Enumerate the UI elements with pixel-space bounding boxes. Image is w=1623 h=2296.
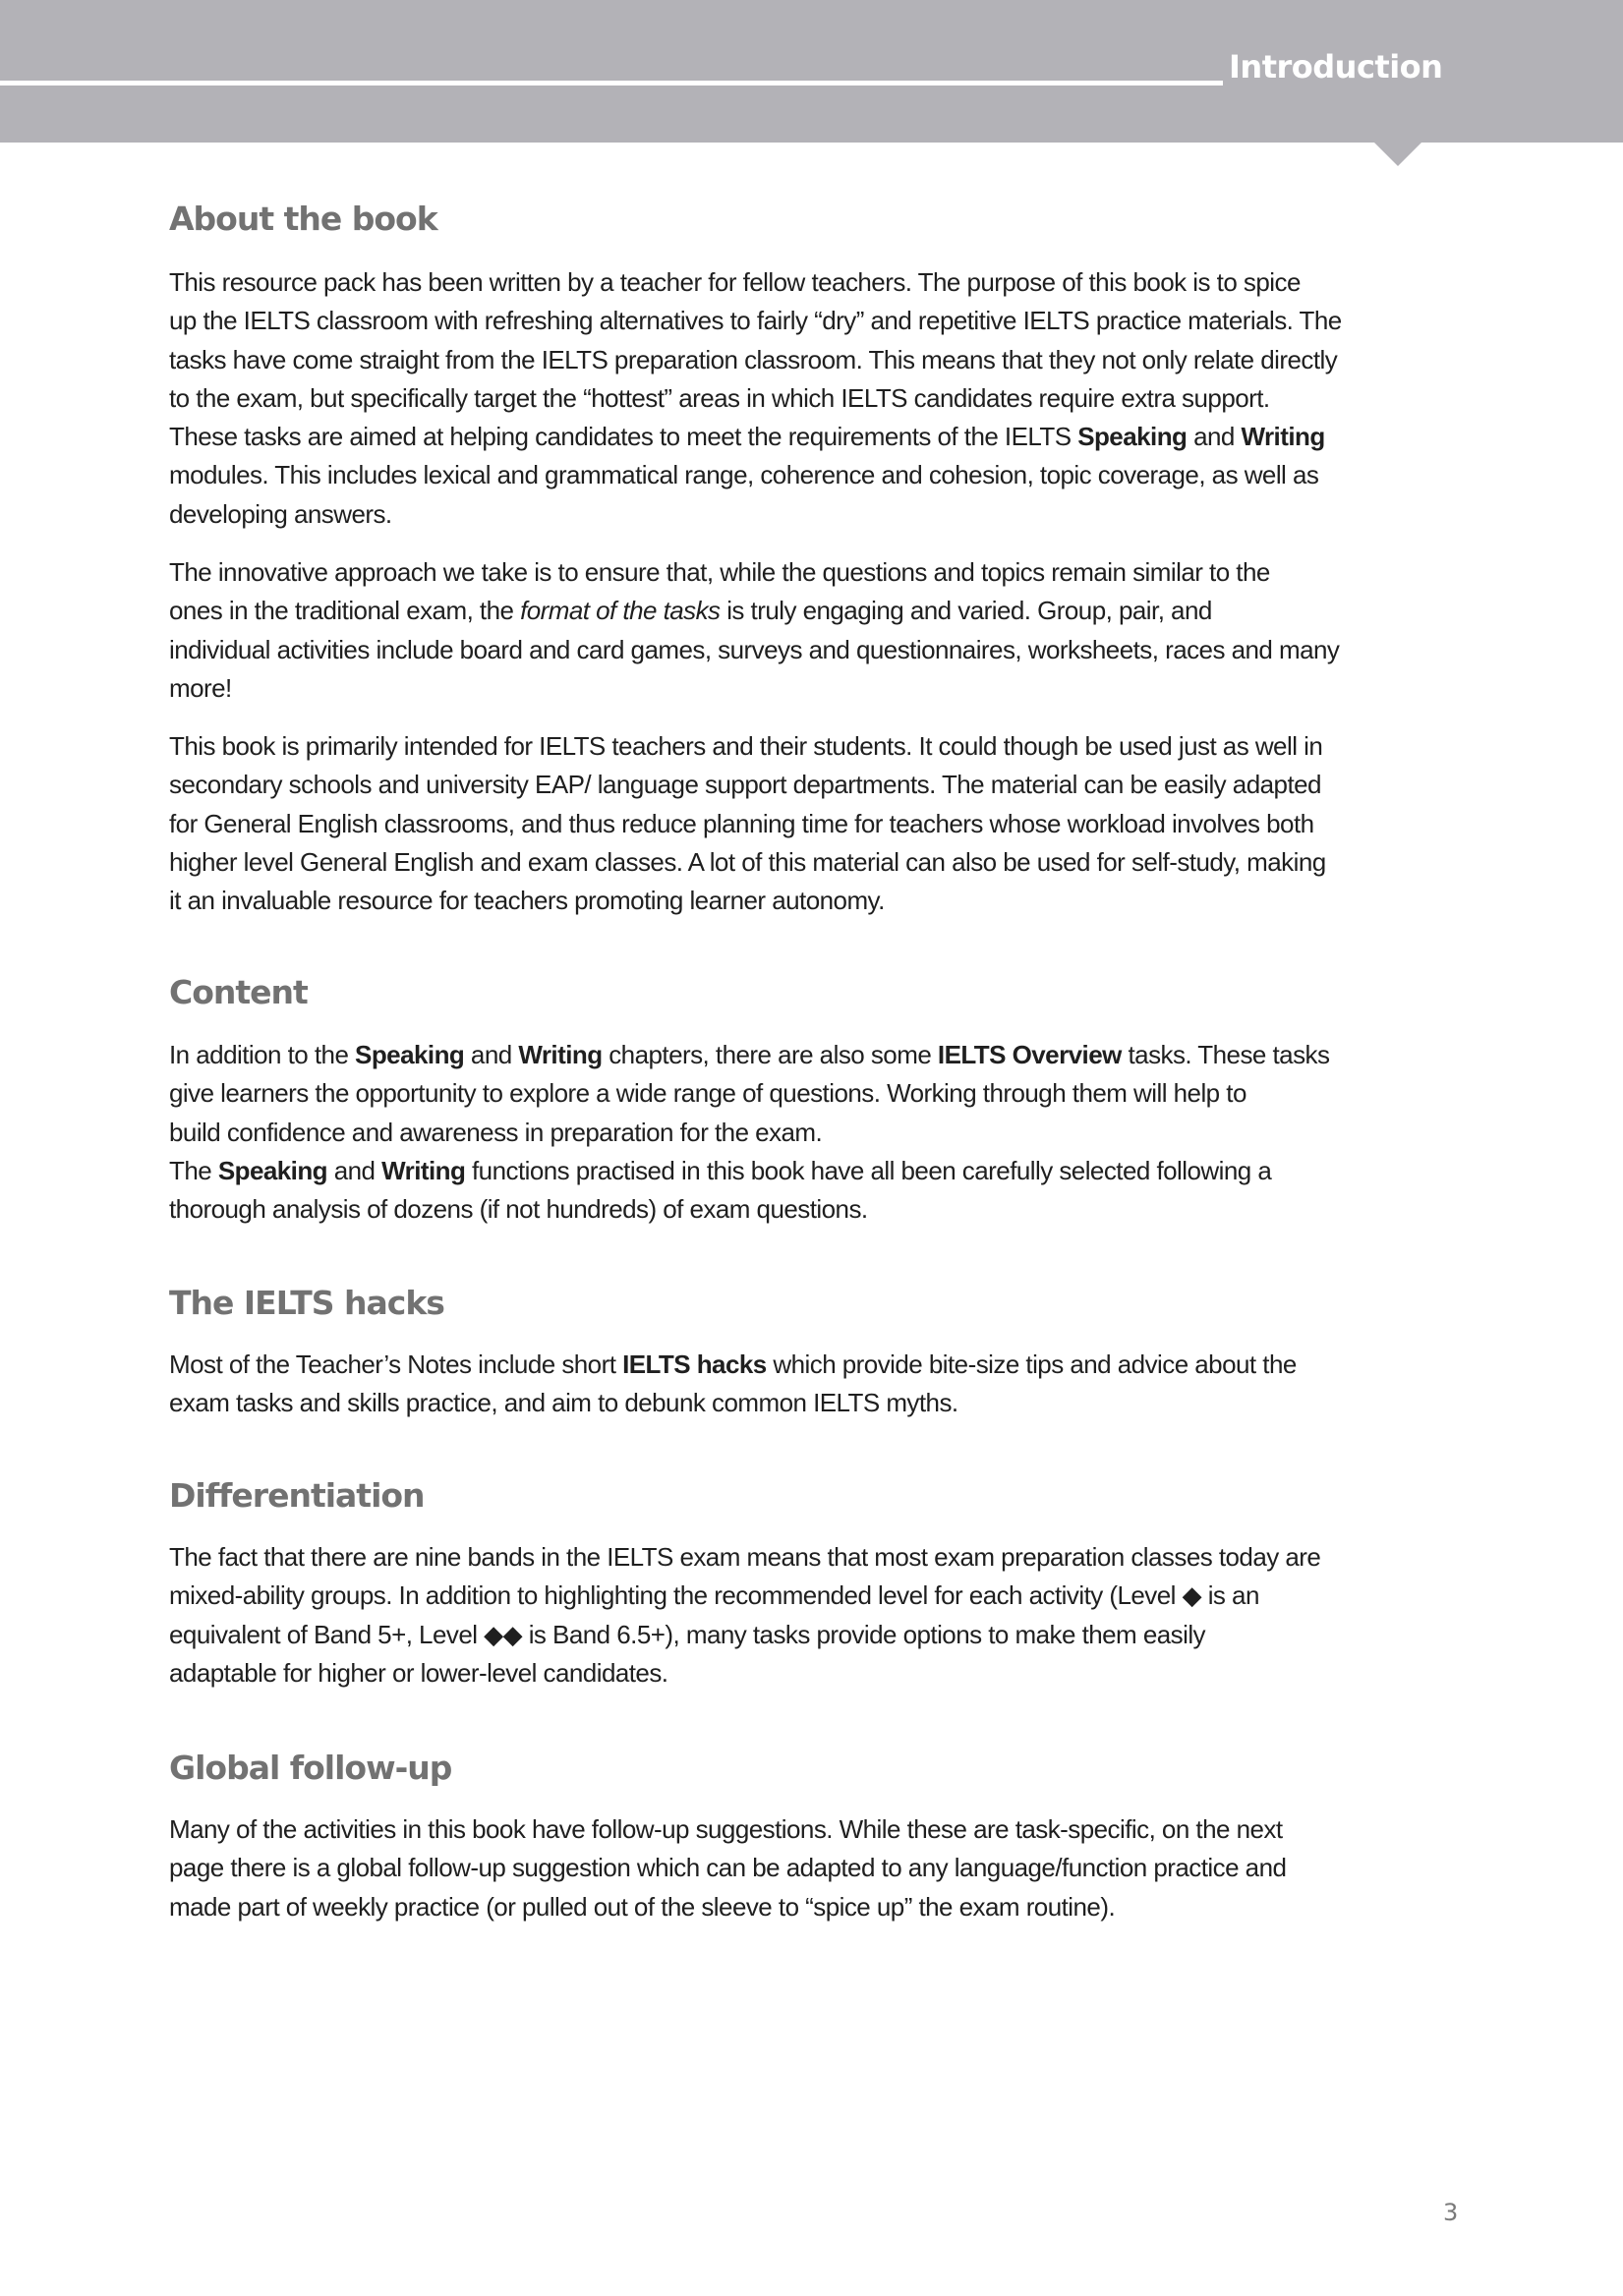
text-line (169, 1577, 1320, 1615)
text-run: modules. This includes lexical and grammatical range, coherence and cohesion, topic coverage, as well as (169, 460, 1319, 490)
section-heading-about-the-book: About the book (169, 200, 437, 238)
text-run: is Band 6.5+), many tasks provide options to make them easily (522, 1619, 1206, 1649)
text-run: The fact that there are nine bands in the IELTS exam means that most exam preparation classes today are (169, 1542, 1321, 1572)
text-line (169, 766, 1326, 804)
section-heading-content: Content (169, 973, 308, 1011)
text-line (169, 1810, 1286, 1849)
paragraph-about-1 (169, 263, 1342, 534)
text-run: build confidence and awareness in preparation for the exam. (169, 1117, 823, 1147)
header-pointer-triangle-icon (1374, 143, 1421, 166)
text-line (169, 1654, 1320, 1693)
bold-term-writing: Writing (518, 1040, 603, 1069)
text-line (169, 456, 1342, 494)
text-line (169, 1074, 1329, 1113)
section-heading-ielts-hacks: The IELTS hacks (169, 1284, 444, 1322)
text-line (169, 592, 1339, 630)
level-1-diamond-icon: ◆ (1182, 1580, 1202, 1611)
text-run: it an invaluable resource for teachers promoting learner autonomy. (169, 886, 885, 916)
text-line (169, 1384, 1297, 1422)
text-line (169, 302, 1342, 340)
text-line (169, 341, 1342, 379)
italic-term-format-of-the-tasks: format of the tasks (520, 596, 721, 626)
bold-term-ielts-overview: IELTS Overview (937, 1040, 1122, 1069)
text-line (169, 1114, 1329, 1152)
bold-term-ielts-hacks: IELTS hacks (622, 1349, 767, 1379)
text-line (169, 1152, 1329, 1190)
text-line (169, 1190, 1329, 1229)
text-run: adaptable for higher or lower-level candidates. (169, 1657, 668, 1688)
text-run: thorough analysis of dozens (if not hundreds) of exam questions. (169, 1194, 868, 1225)
text-line (169, 379, 1342, 418)
text-run: which provide bite-size tips and advice about the (766, 1349, 1297, 1379)
text-line (169, 418, 1342, 456)
header-rule (0, 81, 1223, 86)
text-line (169, 1616, 1320, 1654)
paragraph-about-3 (169, 727, 1326, 920)
text-line (169, 882, 1326, 920)
text-run: equivalent of Band 5+, Level (169, 1619, 485, 1649)
text-run: These tasks are aimed at helping candidates to meet the requirements of the IELTS (169, 422, 1078, 452)
text-run: higher level General English and exam classes. A lot of this material can also be used for self-study, making (169, 846, 1326, 877)
text-line (169, 805, 1326, 843)
text-run: This book is primarily intended for IELTS teachers and their students. It could though be used just as well in (169, 731, 1323, 761)
paragraph-differentiation (169, 1538, 1320, 1693)
text-run: Most of the Teacher’s Notes include short (169, 1349, 623, 1379)
text-run: Many of the activities in this book have follow-up suggestions. While these are task-specific, on the next (169, 1814, 1283, 1844)
level-2-diamond-icon: ◆◆ (484, 1619, 523, 1649)
text-run: and (464, 1040, 519, 1069)
paragraph-global-follow-up (169, 1810, 1286, 1926)
text-line (169, 263, 1342, 302)
text-run: more! (169, 672, 232, 703)
text-run: functions practised in this book have all been carefully selected following a (465, 1155, 1272, 1185)
text-run: exam tasks and skills practice, and aim to debunk common IELTS myths. (169, 1388, 958, 1418)
text-run: for General English classrooms, and thus reduce planning time for teachers whose workload involves both (169, 808, 1314, 838)
text-line (169, 843, 1326, 882)
text-line (169, 1346, 1297, 1384)
bold-term-writing: Writing (381, 1155, 466, 1185)
text-run: This resource pack has been written by a teacher for fellow teachers. The purpose of this book is to spice (169, 267, 1301, 297)
bold-term-speaking: Speaking (217, 1155, 328, 1185)
page-number: 3 (1443, 2199, 1459, 2226)
text-run: is an (1201, 1580, 1259, 1611)
chapter-title: Introduction (1229, 48, 1443, 86)
text-run: chapters, there are also some (602, 1040, 938, 1069)
chapter-header-bar (0, 0, 1623, 143)
bold-term-writing: Writing (1241, 422, 1325, 452)
text-run: The innovative approach we take is to ensure that, while the questions and topics remain similar to the (169, 557, 1270, 587)
text-line (169, 727, 1326, 766)
text-line (169, 1888, 1286, 1926)
text-line (169, 1849, 1286, 1887)
text-run: tasks have come straight from the IELTS preparation classroom. This means that they not only relate directly (169, 344, 1338, 374)
text-run: mixed-ability groups. In addition to highlighting the recommended level for each activity (Level (169, 1580, 1183, 1611)
text-run: The (169, 1155, 218, 1185)
paragraph-ielts-hacks (169, 1346, 1297, 1423)
text-line (169, 669, 1339, 708)
text-run: to the exam, but specifically target the “hottest” areas in which IELTS candidates require extra support. (169, 382, 1270, 413)
text-run: and (1187, 422, 1242, 452)
text-line (169, 553, 1339, 592)
paragraph-about-2 (169, 553, 1339, 708)
bold-term-speaking: Speaking (1077, 422, 1188, 452)
text-run: individual activities include board and card games, surveys and questionnaires, worksheets, races and many (169, 634, 1340, 664)
text-run: secondary schools and university EAP/ language support departments. The material can be easily adapted (169, 770, 1321, 800)
text-line (169, 1538, 1320, 1577)
text-run: made part of weekly practice (or pulled out of the sleeve to “spice up” the exam routine). (169, 1891, 1116, 1922)
text-line (169, 631, 1339, 669)
text-run: and (327, 1155, 382, 1185)
text-line (169, 495, 1342, 534)
bold-term-speaking: Speaking (355, 1040, 465, 1069)
text-run: tasks. These tasks (1121, 1040, 1330, 1069)
text-run: page there is a global follow-up suggestion which can be adapted to any language/function practice and (169, 1853, 1287, 1883)
text-run: In addition to the (169, 1040, 356, 1069)
text-run: is truly engaging and varied. Group, pair, and (720, 596, 1212, 626)
text-run: up the IELTS classroom with refreshing alternatives to fairly “dry” and repetitive IELTS practice materials. The (169, 306, 1342, 336)
paragraph-content (169, 1036, 1329, 1229)
text-run: ones in the traditional exam, the (169, 596, 521, 626)
text-run: give learners the opportunity to explore a wide range of questions. Working through them will help to (169, 1078, 1246, 1109)
section-heading-differentiation: Differentiation (169, 1476, 425, 1515)
text-run: developing answers. (169, 498, 392, 529)
text-line (169, 1036, 1329, 1074)
section-heading-global-follow-up: Global follow-up (169, 1749, 452, 1787)
